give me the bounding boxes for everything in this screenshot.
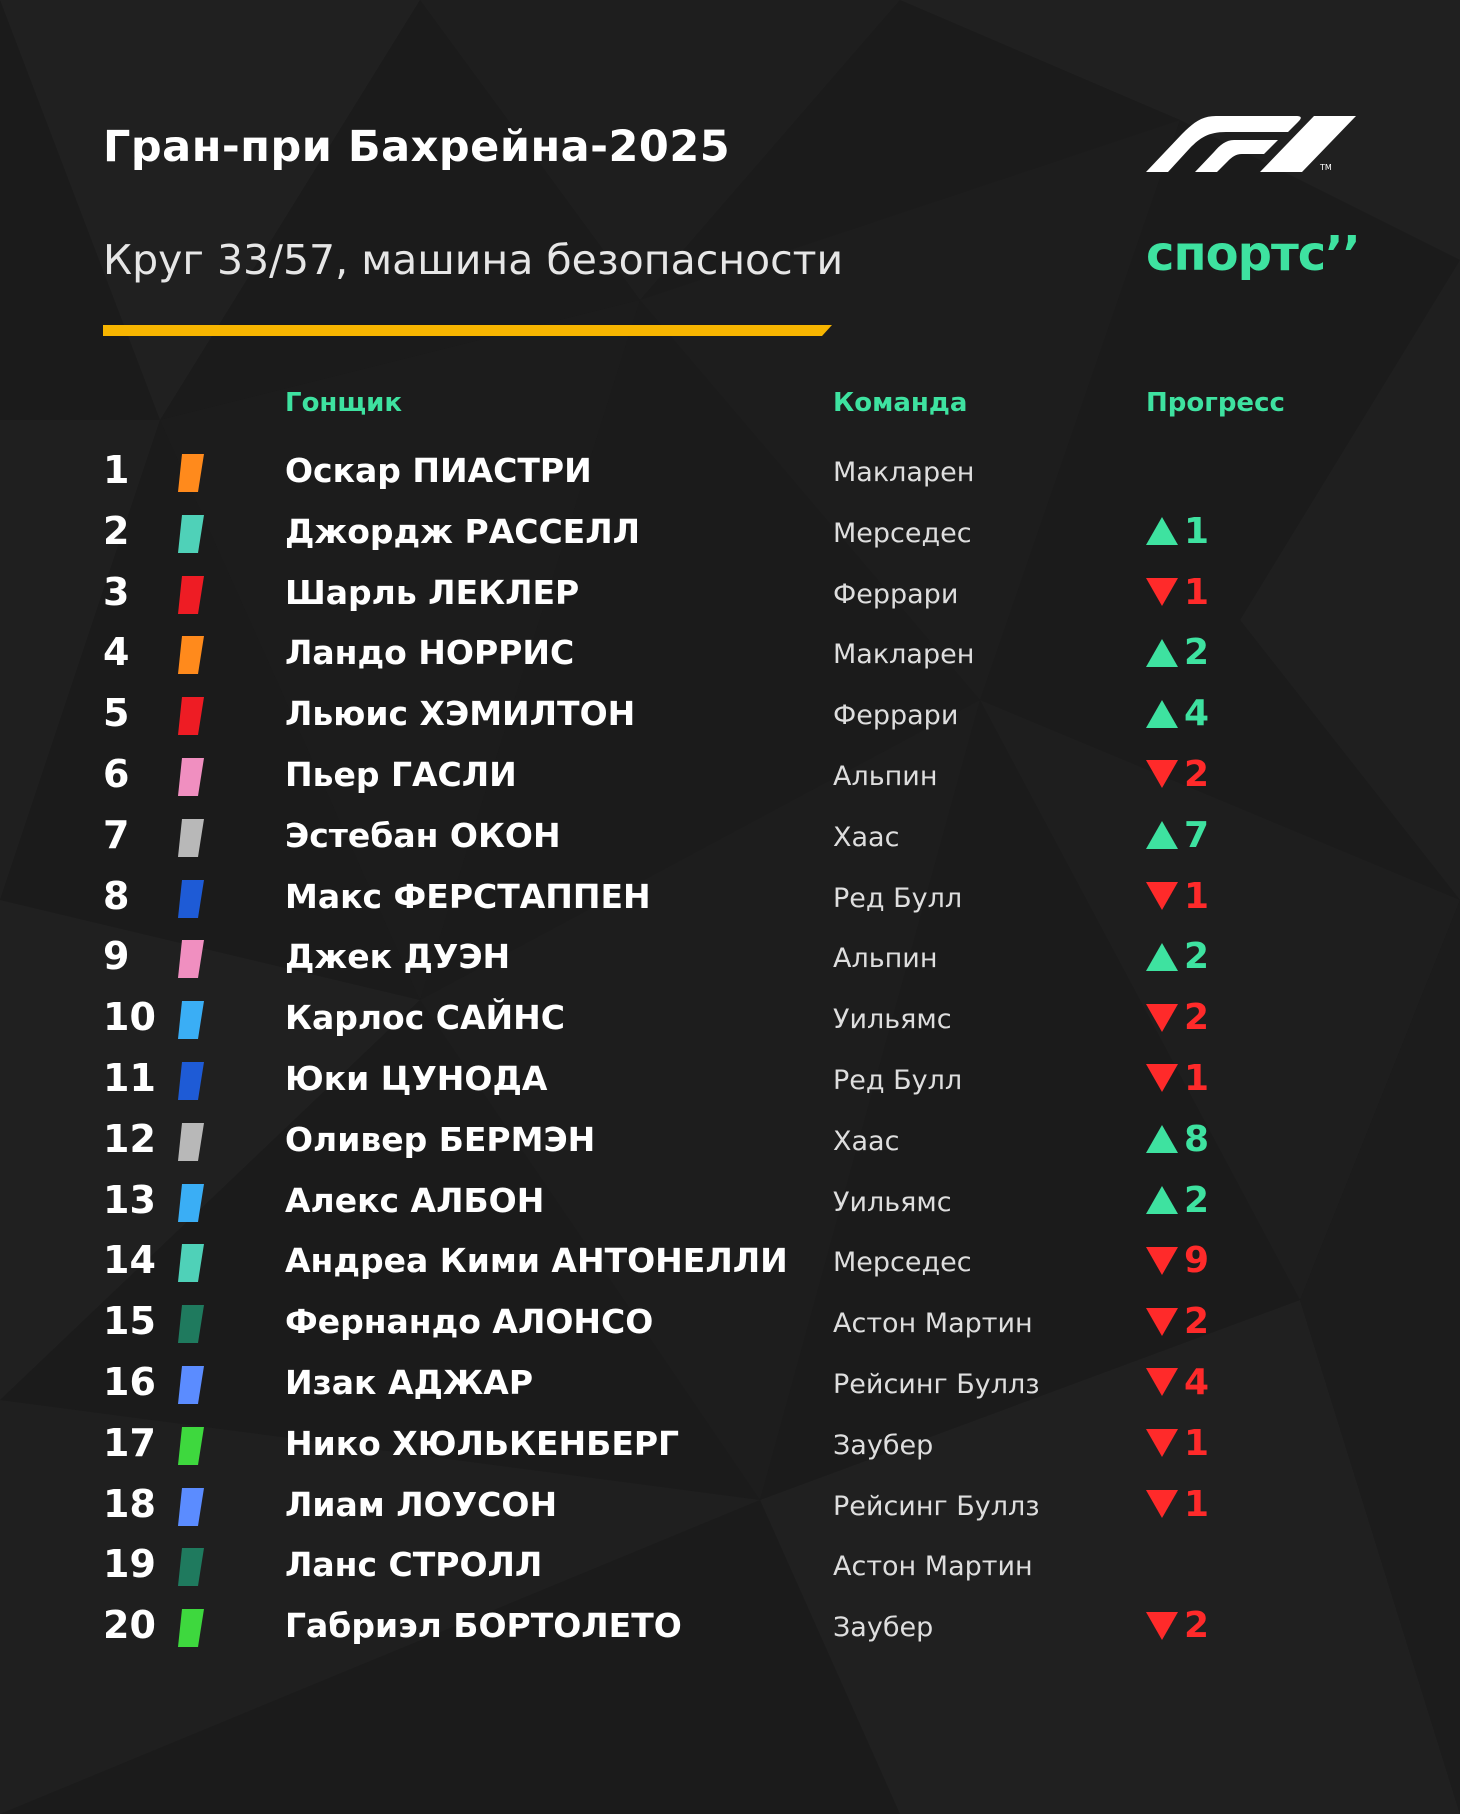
team-name: Альпин: [833, 760, 938, 792]
standings-row: [0, 562, 1460, 623]
driver-name: Джордж РАССЕЛЛ: [285, 511, 641, 551]
position-number: 7: [103, 812, 130, 857]
standings-row: [0, 1170, 1460, 1231]
change-value: 2: [1184, 753, 1210, 795]
position-change: [1146, 693, 1209, 733]
arrow-up-icon: [1146, 639, 1178, 667]
standings-row: [0, 1048, 1460, 1109]
accent-bar: [103, 325, 832, 336]
team-name: Макларен: [833, 457, 975, 488]
standings-row: [0, 1474, 1460, 1535]
team-color-stripe: [178, 819, 204, 857]
team-name: Мерседес: [833, 517, 972, 549]
driver-name: Изак АДЖАР: [285, 1362, 533, 1402]
team-color-stripe: [178, 1123, 204, 1161]
standings-row: [0, 1291, 1460, 1352]
team-name: Уильямс: [833, 1186, 952, 1218]
driver-name: Карлос САЙНС: [285, 998, 565, 1038]
position-change: [1146, 1240, 1209, 1280]
change-value: 2: [1184, 632, 1210, 674]
change-value: 1: [1184, 571, 1210, 613]
position-number: 2: [103, 508, 130, 553]
team-name: Ред Булл: [833, 882, 963, 914]
standings-row: [0, 866, 1460, 927]
driver-name: Льюис ХЭМИЛТОН: [285, 694, 636, 734]
position-change: [1146, 1301, 1209, 1341]
team-name: Астон Мартин: [833, 1551, 1033, 1583]
team-name: Ред Булл: [833, 1064, 963, 1096]
arrow-up-icon: [1146, 1125, 1178, 1153]
arrow-up-icon: [1146, 517, 1178, 545]
team-color-stripe: [178, 1062, 204, 1100]
position-change: [1146, 511, 1209, 551]
standings-row: [0, 1109, 1460, 1170]
change-value: 2: [1184, 1605, 1210, 1647]
position-change: [1146, 815, 1209, 855]
arrow-down-icon: [1146, 1064, 1178, 1092]
team-color-stripe: [178, 880, 204, 918]
arrow-down-icon: [1146, 1429, 1178, 1457]
team-column-header: Команда: [833, 388, 968, 418]
driver-name: Ландо НОРРИС: [285, 633, 575, 673]
driver-name: Ланс СТРОЛЛ: [285, 1545, 543, 1585]
team-color-stripe: [178, 1609, 204, 1647]
team-name: Альпин: [833, 943, 938, 975]
arrow-down-icon: [1146, 578, 1178, 606]
team-color-stripe: [178, 1366, 204, 1404]
page-subtitle: Круг 33/57, машина безопасности: [103, 236, 844, 284]
position-number: 17: [103, 1420, 156, 1465]
driver-name: Эстебан ОКОН: [285, 815, 561, 855]
standings-row: [0, 501, 1460, 562]
arrow-down-icon: [1146, 1612, 1178, 1640]
team-color-stripe: [178, 454, 204, 492]
position-change: [1146, 754, 1209, 794]
team-name: Феррари: [833, 700, 959, 732]
position-number: 15: [103, 1299, 156, 1344]
driver-name: Андреа Кими АНТОНЕЛЛИ: [285, 1241, 788, 1281]
arrow-up-icon: [1146, 1186, 1178, 1214]
position-number: 8: [103, 873, 130, 918]
position-number: 16: [103, 1359, 156, 1404]
arrow-down-icon: [1146, 1004, 1178, 1032]
arrow-down-icon: [1146, 1247, 1178, 1275]
sport-logo: спортс’’: [1146, 226, 1360, 282]
team-color-stripe: [178, 1427, 204, 1465]
team-color-stripe: [178, 758, 204, 796]
change-value: 2: [1184, 1179, 1210, 1221]
team-color-stripe: [178, 697, 204, 735]
page-title: Гран-при Бахрейна-2025: [103, 122, 731, 172]
position-number: 14: [103, 1238, 156, 1283]
arrow-down-icon: [1146, 760, 1178, 788]
arrow-up-icon: [1146, 943, 1178, 971]
team-name: Заубер: [833, 1612, 934, 1644]
arrow-up-icon: [1146, 821, 1178, 849]
position-change: [1146, 876, 1209, 916]
position-change: [1146, 1180, 1209, 1220]
team-name: Феррари: [833, 578, 959, 610]
standings-row: [0, 1230, 1460, 1291]
driver-column-header: Гонщик: [285, 388, 402, 418]
driver-name: Юки ЦУНОДА: [285, 1058, 548, 1098]
change-value: 8: [1184, 1118, 1210, 1160]
position-number: 1: [103, 448, 130, 492]
standings-row: [0, 744, 1460, 805]
change-value: 1: [1184, 875, 1210, 917]
team-color-stripe: [178, 1305, 204, 1343]
change-value: 1: [1184, 1483, 1210, 1525]
team-color-stripe: [178, 1488, 204, 1526]
team-color-stripe: [178, 940, 204, 978]
team-name: Мерседес: [833, 1247, 972, 1279]
position-change: [1146, 572, 1209, 612]
driver-name: Фернандо АЛОНСО: [285, 1302, 654, 1342]
driver-name: Алекс АЛБОН: [285, 1180, 545, 1220]
position-change: [1146, 632, 1209, 672]
change-value: 4: [1184, 1361, 1210, 1403]
change-value: 2: [1184, 997, 1210, 1039]
driver-name: Оскар ПИАСТРИ: [285, 451, 592, 490]
standings-row: [0, 805, 1460, 866]
standings-row: [0, 987, 1460, 1048]
driver-name: Оливер БЕРМЭН: [285, 1119, 596, 1159]
team-color-stripe: [178, 515, 204, 553]
position-number: 6: [103, 751, 130, 796]
standings-row: [0, 1352, 1460, 1413]
team-name: Уильямс: [833, 1004, 952, 1036]
position-change: [1146, 1605, 1209, 1645]
standings-row: [0, 926, 1460, 987]
team-color-stripe: [178, 1244, 204, 1282]
change-value: 4: [1184, 693, 1210, 735]
team-name: Рейсинг Буллз: [833, 1490, 1040, 1522]
position-change: [1146, 1484, 1209, 1524]
team-color-stripe: [178, 636, 204, 674]
standings-row: [0, 1534, 1460, 1595]
position-change: [1146, 936, 1209, 976]
standings-row: [0, 622, 1460, 683]
arrow-up-icon: [1146, 700, 1178, 728]
position-change: [1146, 1423, 1209, 1463]
position-change: [1146, 997, 1209, 1037]
team-name: Хаас: [833, 821, 900, 853]
standings-row: [0, 1595, 1460, 1656]
position-number: 18: [103, 1481, 156, 1526]
f1-logo: [1146, 116, 1356, 172]
position-change: [1146, 1119, 1209, 1159]
arrow-down-icon: [1146, 1368, 1178, 1396]
position-number: 13: [103, 1177, 156, 1222]
team-color-stripe: [178, 1548, 204, 1586]
driver-name: Джек ДУЭН: [285, 937, 511, 977]
change-value: 2: [1184, 936, 1210, 978]
change-value: 9: [1184, 1240, 1210, 1282]
progress-column-header: Прогресс: [1146, 388, 1285, 418]
arrow-down-icon: [1146, 1490, 1178, 1518]
position-number: 12: [103, 1116, 156, 1161]
position-number: 11: [103, 1055, 156, 1100]
driver-name: Пьер ГАСЛИ: [285, 754, 517, 794]
standings-list: [0, 440, 1460, 1656]
team-name: Заубер: [833, 1429, 934, 1461]
standings-row: [0, 1413, 1460, 1474]
team-color-stripe: [178, 576, 204, 614]
team-color-stripe: [178, 1001, 204, 1039]
arrow-down-icon: [1146, 882, 1178, 910]
position-number: 19: [103, 1542, 156, 1587]
position-change: [1146, 1362, 1209, 1402]
team-color-stripe: [178, 1184, 204, 1222]
position-number: 5: [103, 691, 130, 736]
driver-name: Лиам ЛОУСОН: [285, 1484, 558, 1524]
team-name: Рейсинг Буллз: [833, 1368, 1040, 1400]
change-value: 1: [1184, 510, 1210, 552]
driver-name: Макс ФЕРСТАППЕН: [285, 876, 651, 916]
team-name: Макларен: [833, 639, 975, 671]
standings-row: [0, 440, 1460, 501]
team-name: Хаас: [833, 1125, 900, 1157]
change-value: 1: [1184, 1057, 1210, 1099]
driver-name: Нико ХЮЛЬКЕНБЕРГ: [285, 1423, 680, 1463]
position-number: 9: [103, 934, 130, 979]
arrow-down-icon: [1146, 1308, 1178, 1336]
position-number: 3: [103, 569, 130, 614]
change-value: 7: [1184, 814, 1210, 856]
position-change: [1146, 1058, 1209, 1098]
change-value: 1: [1184, 1422, 1210, 1464]
driver-name: Шарль ЛЕКЛЕР: [285, 572, 580, 612]
standings-row: [0, 683, 1460, 744]
position-number: 20: [103, 1603, 156, 1648]
team-name: Астон Мартин: [833, 1308, 1033, 1340]
driver-name: Габриэл БОРТОЛЕТО: [285, 1606, 682, 1646]
position-number: 10: [103, 995, 156, 1040]
position-number: 4: [103, 630, 130, 675]
svg-text:TM: TM: [1320, 163, 1332, 172]
change-value: 2: [1184, 1301, 1210, 1343]
